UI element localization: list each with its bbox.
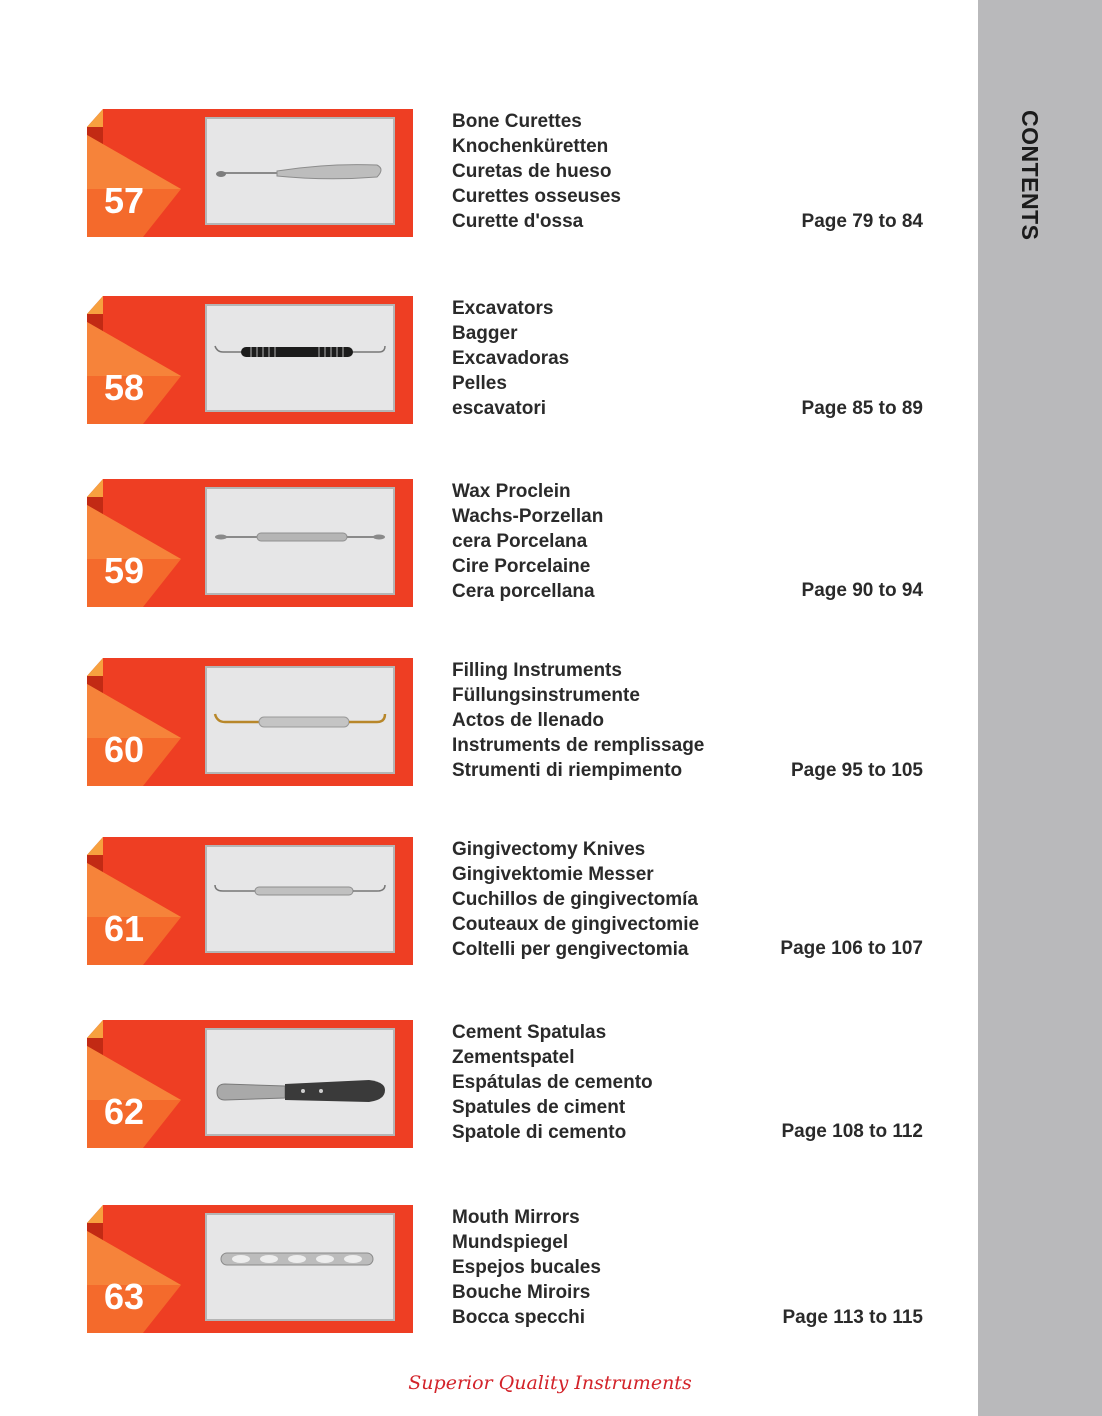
section-number: 59 <box>104 550 145 591</box>
section-number: 60 <box>104 729 145 770</box>
category-name: Couteaux de gingivectomie <box>452 914 700 935</box>
category-names <box>452 658 704 783</box>
instrument-photo <box>205 845 395 953</box>
contents-entry <box>0 658 978 788</box>
wax-carver-icon <box>207 489 393 593</box>
page-range: Page 106 to 107 <box>780 938 923 959</box>
category-name: Gingivektomie Messer <box>452 864 654 885</box>
excavator-icon <box>207 306 393 410</box>
page-range: Page 90 to 94 <box>801 580 923 601</box>
contents-entry <box>0 109 978 239</box>
category-name: Espátulas de cemento <box>452 1072 653 1093</box>
instrument-photo <box>205 117 395 225</box>
category-name: escavatori <box>452 398 547 419</box>
category-name: Actos de llenado <box>452 710 605 731</box>
category-name: Excavadoras <box>452 348 570 369</box>
page-range: Page 79 to 84 <box>801 211 923 232</box>
contents-entry <box>0 296 978 426</box>
category-name: Wachs-Porzellan <box>452 506 604 527</box>
category-name: Wax Proclein <box>452 481 571 502</box>
page-range: Page 113 to 115 <box>782 1307 923 1328</box>
filling-instrument-icon <box>207 668 393 772</box>
cement-spatula-icon <box>207 1030 393 1134</box>
section-number: 62 <box>104 1091 145 1132</box>
bone-curette-icon <box>207 119 393 223</box>
gingivectomy-knife-icon <box>207 847 393 951</box>
category-name: Cement Spatulas <box>452 1022 607 1043</box>
contents-entry <box>0 1205 978 1335</box>
category-names <box>452 1205 601 1330</box>
category-name: Spatules de ciment <box>452 1097 626 1118</box>
instrument-photo <box>205 1028 395 1136</box>
section-number: 57 <box>104 180 145 221</box>
category-name: Bocca specchi <box>452 1307 586 1328</box>
category-name: Bouche Miroirs <box>452 1282 591 1303</box>
category-name: Spatole di cemento <box>452 1122 627 1143</box>
category-name: Curette d'ossa <box>452 211 584 232</box>
instrument-photo <box>205 304 395 412</box>
contents-entry <box>0 837 978 967</box>
contents-label: CONTENTS <box>1017 110 1043 241</box>
category-name: Cera porcellana <box>452 581 595 602</box>
category-names <box>452 296 569 421</box>
category-name: Curetas de hueso <box>452 161 612 182</box>
category-names <box>452 109 621 234</box>
category-name: Strumenti di riempimento <box>452 760 683 781</box>
category-name: Zementspatel <box>452 1047 575 1068</box>
category-name: Bagger <box>452 323 518 344</box>
category-name: Curettes osseuses <box>452 186 621 207</box>
category-name: Mouth Mirrors <box>452 1207 580 1228</box>
category-name: Coltelli per gengivectomia <box>452 939 689 960</box>
page-range: Page 95 to 105 <box>790 760 923 781</box>
category-name: Espejos bucales <box>452 1257 601 1278</box>
category-name: Füllungsinstrumente <box>452 685 640 706</box>
category-name: Knochenküretten <box>452 136 609 157</box>
instrument-photo <box>205 666 395 774</box>
section-number: 58 <box>104 367 145 408</box>
mouth-mirror-handle-icon <box>207 1215 393 1319</box>
category-name: Filling Instruments <box>452 660 622 681</box>
footer-tagline: Superior Quality Instruments <box>408 1372 692 1394</box>
category-names <box>452 837 699 962</box>
category-name: cera Porcelana <box>452 531 588 552</box>
category-name: Cuchillos de gingivectomía <box>452 889 698 910</box>
category-names <box>452 479 603 604</box>
section-number: 61 <box>104 908 145 949</box>
category-name: Excavators <box>452 298 554 319</box>
category-name: Gingivectomy Knives <box>452 839 646 860</box>
category-names <box>452 1020 653 1145</box>
instrument-photo <box>205 487 395 595</box>
contents-entry <box>0 1020 978 1150</box>
category-name: Cire Porcelaine <box>452 556 591 577</box>
category-name: Instruments de remplissage <box>452 735 705 756</box>
contents-entry <box>0 479 978 609</box>
page-range: Page 85 to 89 <box>801 398 923 419</box>
page-range: Page 108 to 112 <box>781 1121 923 1142</box>
category-name: Mundspiegel <box>452 1232 569 1253</box>
category-name: Pelles <box>452 373 507 394</box>
category-name: Bone Curettes <box>452 111 582 132</box>
section-number: 63 <box>104 1276 145 1317</box>
instrument-photo <box>205 1213 395 1321</box>
